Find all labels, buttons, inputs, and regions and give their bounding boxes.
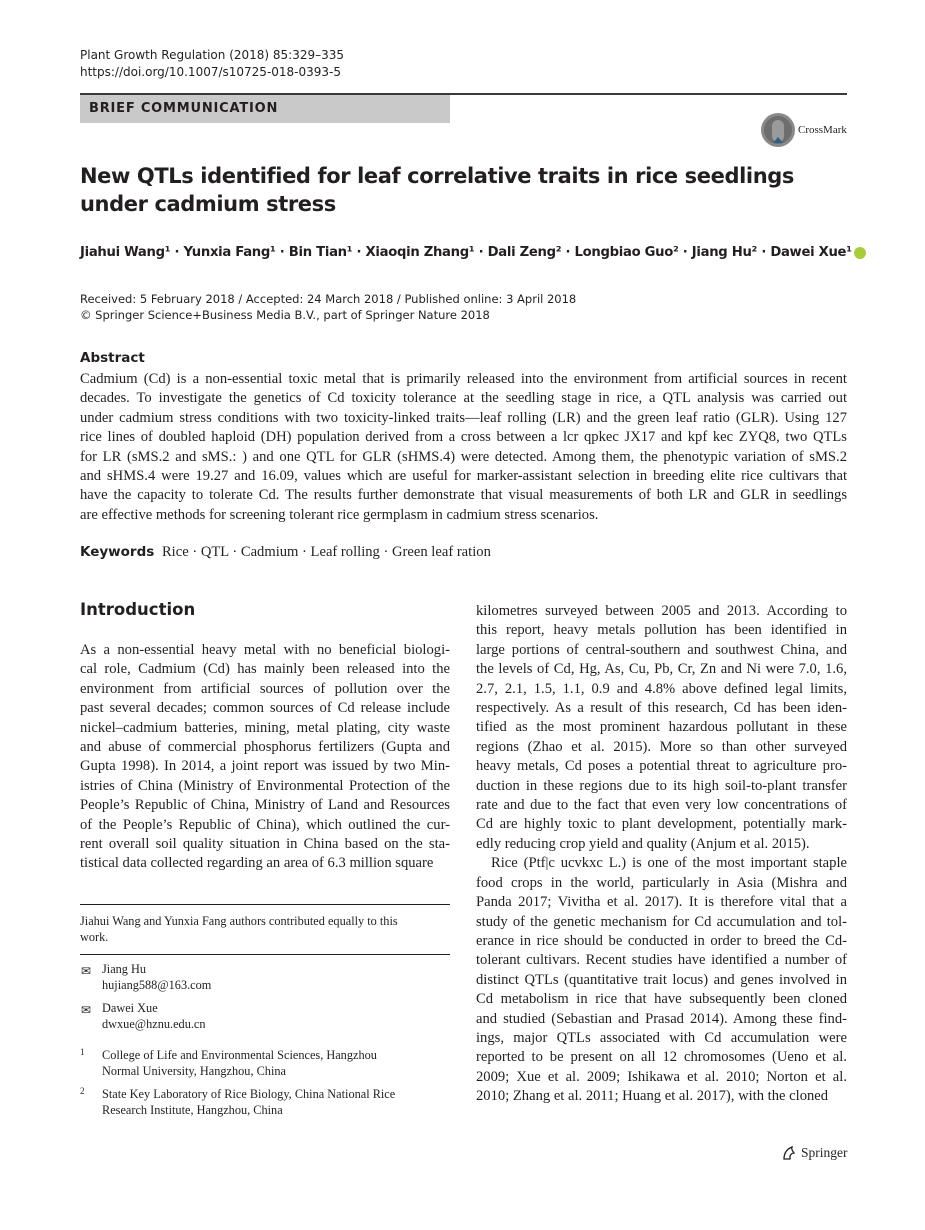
contact-email[interactable]: hujiang588@163.com xyxy=(102,978,212,992)
text-line: Cd metabolism in rice that have subsequently been cloned xyxy=(476,991,847,1008)
contact-rule xyxy=(80,954,450,955)
contact-name: Jiang Hu xyxy=(102,962,147,976)
envelope-icon: ✉ xyxy=(81,1003,92,1017)
crossmark-label: CrossMark xyxy=(798,124,847,136)
text-line: 2009; Xue et al. 2009; Ishikawa et al. 2010; Norton et al. xyxy=(476,1068,847,1085)
keywords-text: Rice · QTL · Cadmium · Leaf rolling · Green leaf ration xyxy=(161,544,491,560)
text-line: cal role, Cadmium (Cd) has mainly been released into the xyxy=(80,661,450,678)
text-line: food crops in the world, particularly in Asia (Mishra and xyxy=(476,874,847,891)
crossmark-icon xyxy=(760,112,796,148)
text-line: rice lines of doubled haploid (DH) population derived from a cross between a lcr qpkec JX17 and kpf kec ZYQ8, two QTLs xyxy=(80,429,847,446)
title-line: New QTLs identified for leaf correlative traits in rice seedlings xyxy=(80,164,794,188)
text-line: are effective methods for screening tolerant rice germplasm in cadmium stress scenarios. xyxy=(80,506,599,523)
affiliation-number: 2 xyxy=(80,1086,85,1096)
text-line: Cd are highly toxic to plant development, potentially mark- xyxy=(476,816,847,833)
text-line: and abuse of commercial phosphorus fertilizers (Gupta and xyxy=(80,739,450,756)
affiliation-line: Normal University, Hangzhou, China xyxy=(102,1064,286,1078)
text-line: istries of China (Ministry of Environmental Protection of the xyxy=(80,777,450,794)
text-line: Cadmium (Cd) is a non-essential toxic metal that is primarily released into the environment from artificial sources in recent xyxy=(80,371,847,387)
footnote-rule xyxy=(80,904,450,905)
article-title xyxy=(80,162,794,218)
article-type: BRIEF COMMUNICATION xyxy=(89,101,279,116)
text-line: ings, major QTLs associated with Cd accumulation were xyxy=(476,1029,847,1046)
text-line: tistical data collected regarding an area of 6.3 million square xyxy=(80,855,434,872)
text-line: study of the genetic mechanism for Cd accumulation and tol- xyxy=(476,913,847,930)
affiliations xyxy=(80,1047,450,1125)
dates: Received: 5 February 2018 / Accepted: 24 March 2018 / Published online: 3 April 2018 xyxy=(80,292,577,306)
doi-link[interactable]: https://doi.org/10.1007/s10725-018-0393-5 xyxy=(80,65,342,79)
text-line: of the People’s Republic of China), which outlined the cur- xyxy=(80,816,450,833)
text-line: tified as the most prominent hazardous pollutant in these xyxy=(476,719,847,736)
paragraph xyxy=(476,854,847,1106)
text-line: have the capacity to tolerate Cd. The results further demonstrate that visual measurements of both LR and GLR in seedlings xyxy=(80,487,847,504)
article-type-banner xyxy=(80,95,450,123)
text-line: Panda 2017; Vivitha et al. 2017). It is therefore vital that a xyxy=(476,894,847,911)
text-line: erance in rice should be conducted in order to breed the Cd- xyxy=(476,932,847,949)
affiliation-line: College of Life and Environmental Sciences, Hangzhou xyxy=(102,1048,377,1062)
text-line: As a non-essential heavy metal with no beneficial biologi- xyxy=(80,642,450,658)
affiliation xyxy=(80,1086,450,1125)
text-line: kilometres surveyed between 2005 and 2013. According to xyxy=(476,603,847,619)
keywords-label: Keywords xyxy=(80,544,155,560)
authors[interactable]: Jiahui Wang¹ · Yunxia Fang¹ · Bin Tian¹ · Xiaoqin Zhang¹ · Dali Zeng² · Longbiao Guo² · Jiang Hu² · Dawei Xue¹ xyxy=(80,245,852,260)
text-line: rent overall soil quality situation in China based on the sta- xyxy=(80,836,450,853)
text-line: for LR (sMS.2 and sMS.: ) and one QTL for GLR (sHMS.4) were detected. Among them, the phenotypic variation of sMS.2 xyxy=(80,448,847,465)
running-header xyxy=(80,47,344,81)
envelope-icon: ✉ xyxy=(81,964,92,978)
article-history xyxy=(80,291,576,323)
affiliation-line: State Key Laboratory of Rice Biology, China National Rice xyxy=(102,1087,396,1101)
contact-item xyxy=(80,1000,450,1039)
note-line: Jiahui Wang and Yunxia Fang authors contributed equally to this xyxy=(80,914,398,928)
affiliation-number: 1 xyxy=(80,1047,85,1057)
title-line: under cadmium stress xyxy=(80,192,336,216)
copyright: © Springer Science+Business Media B.V., part of Springer Nature 2018 xyxy=(80,308,490,322)
springer-logo xyxy=(781,1145,848,1161)
author-list xyxy=(80,245,866,260)
crossmark-badge[interactable] xyxy=(760,112,847,148)
text-line: duction in these regions due to its high soil-to-plant transfer xyxy=(476,777,847,794)
text-line: heavy metals, Cd poses a potential threat to agriculture pro- xyxy=(476,758,847,775)
text-line: Rice (Ptf|c ucvkxc L.) is one of the most important staple xyxy=(491,855,847,872)
intro-right-column xyxy=(476,602,847,1107)
text-line: nickel–cadmium batteries, mining, metal plating, city waste xyxy=(80,719,450,736)
contacts xyxy=(80,961,450,1039)
abstract-body xyxy=(80,370,847,525)
text-line: 2010; Zhang et al. 2011; Huang et al. 2017), with the cloned xyxy=(476,1088,829,1105)
text-line: this report, heavy metals pollution has been identified in xyxy=(476,622,847,639)
contact-email[interactable]: dwxue@hznu.edu.cn xyxy=(102,1017,206,1031)
abstract-heading: Abstract xyxy=(80,350,145,366)
orcid-icon[interactable] xyxy=(854,247,866,259)
paragraph xyxy=(476,602,847,854)
contact-name: Dawei Xue xyxy=(102,1001,158,1015)
journal-line: Plant Growth Regulation (2018) 85:329–335 xyxy=(80,48,345,62)
text-line: decades. To investigate the genetics of Cd toxicity tolerance at the seedling stage in rice, a QTL analysis was carried out xyxy=(80,390,847,407)
text-line: under cadmium stress conditions with two toxicity-linked traits—leaf rolling (LR) and the green leaf ratio (GLR). Using 127 xyxy=(80,409,847,426)
keywords xyxy=(80,544,491,561)
introduction-heading: Introduction xyxy=(80,600,196,619)
text-line: and sHMS.4 were 19.27 and 16.09, values which are useful for marker-assistant selection in breeding elite rice cultivars that xyxy=(80,468,847,485)
text-line: reported to be present on all 12 chromosomes (Ueno et al. xyxy=(476,1049,847,1066)
equal-contribution-note xyxy=(80,913,450,945)
text-line: 2.7, 2.1, 1.5, 1.1, 0.9 and 4.8% above defined legal limits, xyxy=(476,680,847,697)
affiliation-line: Research Institute, Hangzhou, China xyxy=(102,1103,283,1117)
text-line: the levels of Cd, Hg, As, Cu, Pb, Cr, Zn and Ni were 7.0, 1.6, xyxy=(476,661,847,678)
note-line: work. xyxy=(80,930,109,944)
text-line: regions (Zhao et al. 2015). More so than other surveyed xyxy=(476,738,847,755)
springer-horse-icon xyxy=(781,1145,797,1161)
text-line: People’s Republic of China, Ministry of Land and Resources xyxy=(80,797,450,814)
text-line: respectively. As a result of this research, Cd has been iden- xyxy=(476,700,847,717)
affiliation xyxy=(80,1047,450,1086)
text-line: rate and due to the fact that even very low concentrations of xyxy=(476,797,847,814)
text-line: and studied (Sebastian and Prasad 2014). Among these find- xyxy=(476,1010,847,1027)
text-line: large portions of central-southern and southwest China, and xyxy=(476,641,847,658)
text-line: distinct QTLs (quantitative trait locus) and genes involved in xyxy=(476,971,847,988)
contact-item xyxy=(80,961,450,1000)
intro-left-column xyxy=(80,641,450,874)
text-line: Gupta 1998). In 2014, a joint report was issued by two Min- xyxy=(80,758,450,775)
text-line: past several decades; common sources of Cd release include xyxy=(80,700,450,717)
publisher-name: Springer xyxy=(801,1145,848,1160)
text-line: edly reducing crop yield and quality (Anjum et al. 2015). xyxy=(476,835,810,852)
text-line: tolerant cultivars. Recent studies have identified a number of xyxy=(476,952,847,969)
text-line: environment from artificial sources of pollution over the xyxy=(80,680,450,697)
